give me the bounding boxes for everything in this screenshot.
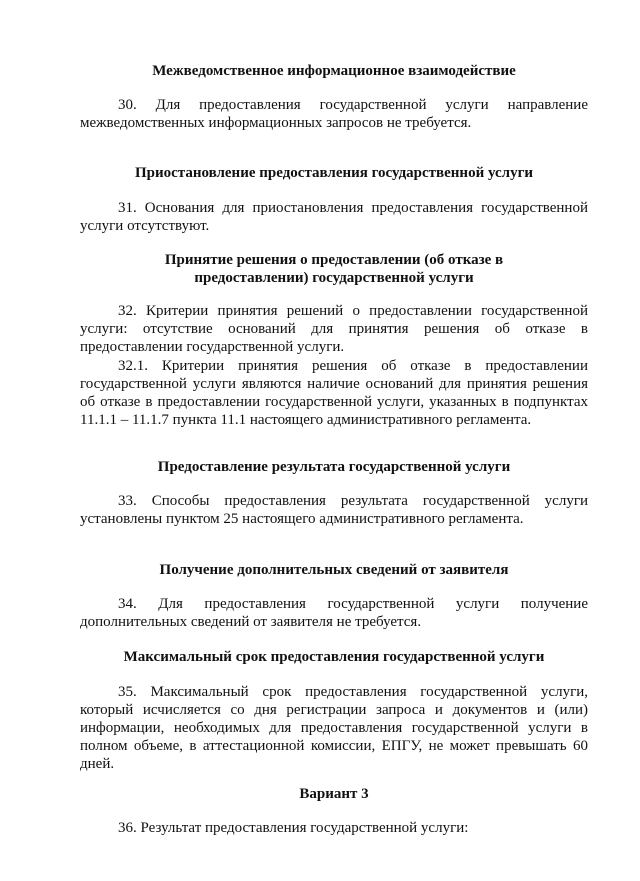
section-heading-result-delivery: Предоставление результата государственной услуги bbox=[157, 459, 511, 475]
paragraph-35: 35. Максимальный срок предоставления государственной услуги, который исчисляется со дня регистрации запроса и документов и (или) информации, необходимых для предоставления государственной услуги в полном объеме, в аттестационной комиссии, ЕПГУ, не может превышать 60 дней. bbox=[80, 684, 588, 772]
section-heading-additional-info: Получение дополнительных сведений от заявителя bbox=[159, 562, 509, 578]
section-heading-interagency: Межведомственное информационное взаимодействие bbox=[152, 63, 516, 79]
paragraph-30: 30. Для предоставления государственной услуги направление межведомственных информационных запросов не требуется. bbox=[80, 97, 588, 131]
section-heading-suspension: Приостановление предоставления государственной услуги bbox=[134, 165, 534, 181]
paragraph-34: 34. Для предоставления государственной услуги получение дополнительных сведений от заявителя не требуется. bbox=[80, 596, 588, 630]
section-heading-max-term: Максимальный срок предоставления государственной услуги bbox=[123, 649, 545, 665]
paragraph-33: 33. Способы предоставления результата государственной услуги установлены пунктом 25 настоящего административного регламента. bbox=[80, 493, 588, 527]
paragraph-36: 36. Результат предоставления государственной услуги: bbox=[118, 820, 469, 836]
section-heading-variant-3: Вариант 3 bbox=[299, 786, 369, 802]
section-heading-decision: Принятие решения о предоставлении (об отказе в предоставлении) государственной услуги bbox=[164, 252, 504, 286]
paragraph-31: 31. Основания для приостановления предоставления государственной услуги отсутствуют. bbox=[80, 200, 588, 234]
paragraph-32-1: 32.1. Критерии принятия решения об отказе в предоставлении государственной услуги являются наличие оснований для принятия решения об отказе в предоставлении государственной услуги, указанных в подпунктах 11.1.1 – 11.1.7 пункта 11.1 настоящего административного регламента. bbox=[80, 358, 588, 428]
paragraph-32: 32. Критерии принятия решений о предоставлении государственной услуги: отсутствие оснований для принятия решения об отказе в предоставлении государственной услуги. bbox=[80, 303, 588, 355]
